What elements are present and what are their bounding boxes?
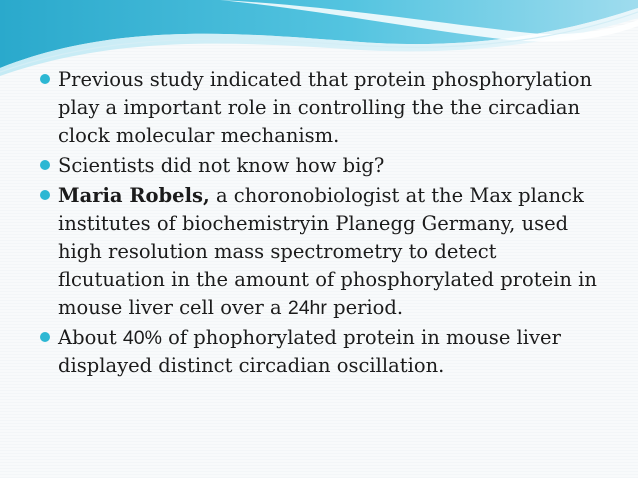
bullet-text-end: period.	[326, 296, 404, 319]
bullet-dot-icon	[40, 74, 50, 84]
bullet-text: About	[58, 326, 123, 349]
bullet-name: Maria Robels,	[58, 184, 210, 207]
bullet-text: a choronobiologist at the Max planck institutes of biochemistryin Planegg Germany, used high resolution mass spectrometry to detect flcutuation in the amount of phosphorylated protein in mouse liver cell over a	[58, 184, 597, 319]
bullet-maria-robels	[40, 182, 600, 322]
bullet-text: Scientists did not know how big?	[58, 154, 385, 177]
bullet-dot-icon	[40, 332, 50, 342]
bullet-text-end: of phophorylated protein in mouse liver displayed distinct circadian oscillation.	[58, 326, 561, 377]
bullet-text: Previous study indicated that protein phosphorylation play a important role in controlling the the circadian clock molecular mechanism.	[58, 68, 593, 147]
bullet-number: 40%	[122, 327, 162, 349]
bullet-dot-icon	[40, 160, 50, 170]
bullet-about-percent	[40, 324, 600, 380]
bullet-number: 24hr	[287, 297, 327, 319]
bullet-list	[40, 66, 600, 382]
bullet-scientists	[40, 152, 600, 180]
bullet-previous-study	[40, 66, 600, 150]
bullet-dot-icon	[40, 190, 50, 200]
